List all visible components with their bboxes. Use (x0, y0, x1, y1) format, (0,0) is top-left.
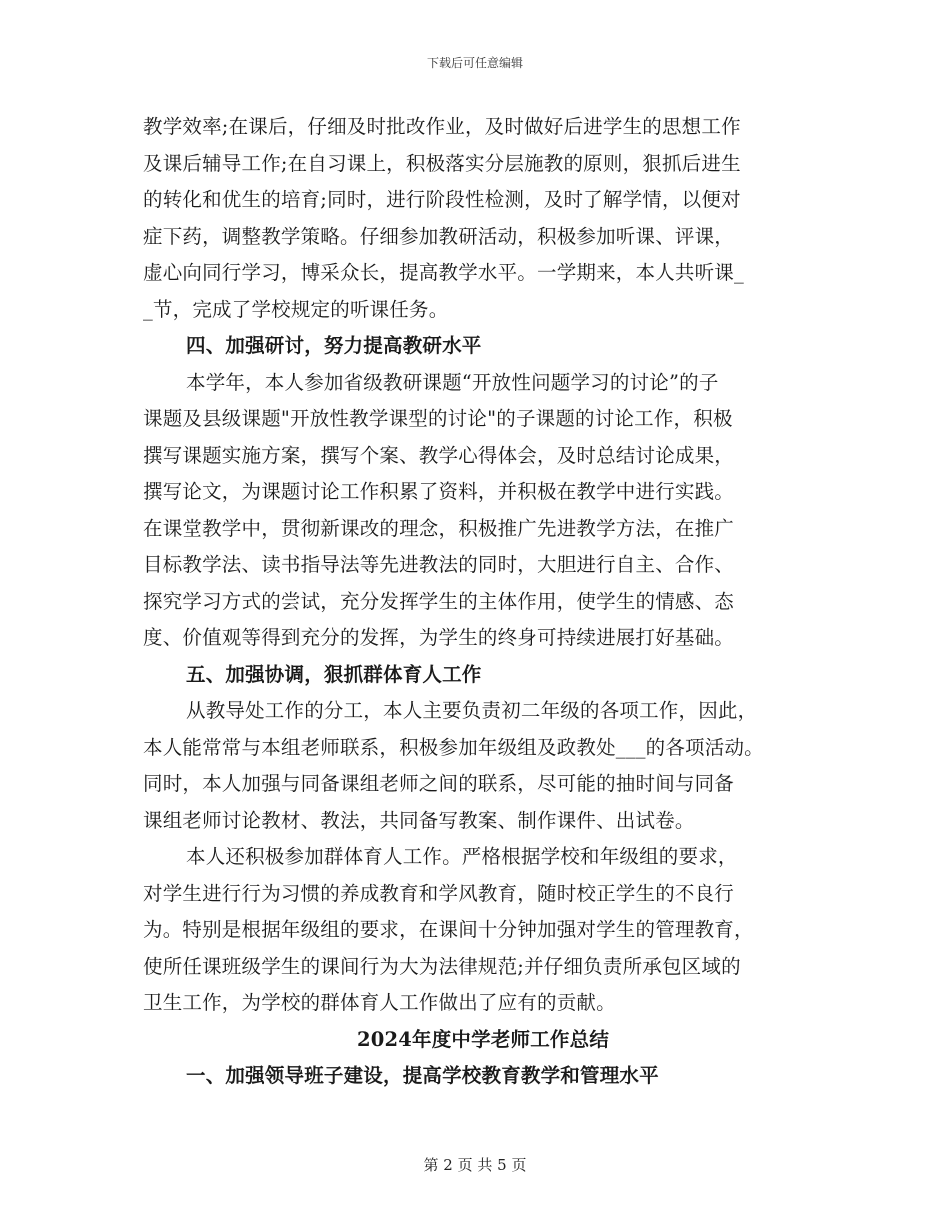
body-line: 虚心向同行学习，博采众长，提高教学水平。一学期来，本人共听课_ (143, 261, 744, 284)
document-body (143, 109, 823, 1095)
document-title: 2024年度中学老师工作总结 (356, 1027, 610, 1051)
body-line: 教学效率;在课后，仔细及时批改作业，及时做好后进学生的思想工作 (143, 115, 741, 138)
body-line: 对学生进行行为习惯的养成教育和学风教育，随时校正学生的不良行 (143, 881, 735, 905)
section-heading-1: 一、加强领导班子建设，提高学校教育教学和管理水平 (186, 1064, 659, 1087)
body-line: 课组老师讨论教材、教法，共同备写教案、制作课件、出试卷。 (143, 808, 695, 832)
body-line: 卫生工作，为学校的群体育人工作做出了应有的贡献。 (143, 991, 616, 1014)
body-line: 本人能常常与本组老师联系，积极参加年级组及政教处___的各项活动。 (143, 735, 764, 759)
body-line: 为。特别是根据年级组的要求，在课间十分钟加强对学生的管理教育， (143, 918, 754, 941)
section-heading-5: 五、加强协调，狠抓群体育人工作 (186, 662, 482, 686)
body-line: 使所任课班级学生的课间行为大为法律规范;并仔细负责所承包区域的 (143, 954, 741, 978)
body-line: 同时，本人加强与同备课组老师之间的联系，尽可能的抽时间与同备 (143, 772, 735, 795)
body-line: 探究学习方式的尝试，充分发挥学生的主体作用，使学生的情感、态 (143, 589, 735, 613)
body-line: 撰写论文，为课题讨论工作积累了资料，并积极在教学中进行实践。 (143, 480, 735, 503)
body-line: 撰写课题实施方案，撰写个案、教学心得体会，及时总结讨论成果， (143, 443, 735, 467)
body-line: 目标教学法、读书指导法等先进教法的同时，大胆进行自主、合作、 (143, 553, 735, 576)
body-line: 在课堂教学中，贯彻新课改的理念，积极推广先进教学方法，在推广 (143, 516, 735, 540)
body-line: 课题及县级课题"开放性教学课型的讨论"的子课题的讨论工作，积极 (143, 407, 733, 430)
body-line: 及课后辅导工作;在自习课上，积极落实分层施教的原则，狠抓后进生 (143, 151, 741, 175)
page-header: 下载后可任意编辑 (426, 56, 523, 70)
paragraph-start: 本学年，本人参加省级教研课题“开放性问题学习的讨论”的子 (186, 370, 719, 394)
page-number: 第 2 页 共 5 页 (423, 1156, 527, 1174)
paragraph-start: 从教导处工作的分工，本人主要负责初二年级的各项工作，因此， (186, 699, 758, 722)
body-line: _节，完成了学校规定的听课任务。 (143, 297, 449, 321)
body-line: 度、价值观等得到充分的发挥，为学生的终身可持续进展打好基础。 (143, 626, 735, 649)
section-heading-4: 四、加强研讨，努力提高教研水平 (186, 334, 482, 357)
body-line: 的转化和优生的培育;同时，进行阶段性检测，及时了解学情，以便对 (143, 188, 741, 211)
paragraph-start: 本人还积极参加群体育人工作。严格根据学校和年级组的要求， (186, 845, 738, 868)
body-line: 症下药，调整教学策略。仔细参加教研活动，积极参加听课、评课， (143, 224, 735, 248)
